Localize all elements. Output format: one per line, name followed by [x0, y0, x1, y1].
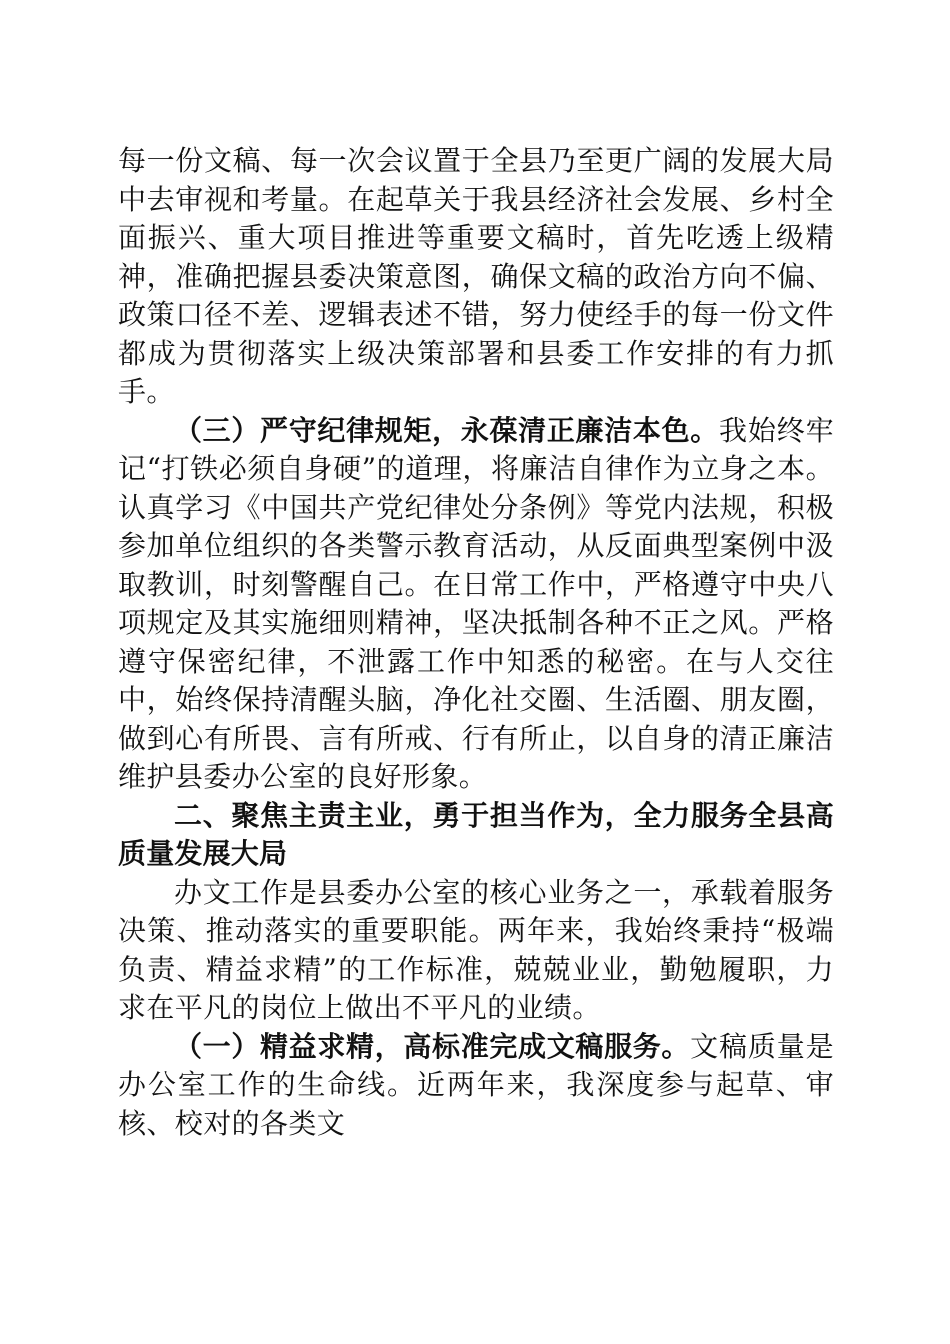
section-three-title: （三）严守纪律规矩，永葆清正廉洁本色。 [174, 413, 719, 447]
paragraph-section-three [118, 412, 834, 797]
section-one-body: 文稿质量是办公室工作的生命线。近两年来，我深度参与起草、审核、校对的各类文 [118, 1029, 834, 1140]
section-three-body: 我始终牢记“打铁必须自身硬”的道理，将廉洁自律作为立身之本。认真学习《中国共产党纪律处分条例》等党内法规，积极参加单位组织的各类警示教育活动，从反面典型案例中汲取教训，时刻警醒自己。在日常工作中，严格遵守中央八项规定及其实施细则精神，坚决抵制各种不正之风。严格遵守保密纪律，不泄露工作中知悉的秘密。在与人交往中，始终保持清醒头脑，净化社交圈、生活圈、朋友圈，做到心有所畏、言有所戒、行有所止，以自身的清正廉洁维护县委办公室的良好形象。 [118, 413, 834, 793]
paragraph-part-two-intro: 办文工作是县委办公室的核心业务之一，承载着服务决策、推动落实的重要职能。两年来，我始终秉持“极端负责、精益求精”的工作标准，兢兢业业，勤勉履职，力求在平凡的岗位上做出不平凡的业绩。 [118, 875, 834, 1024]
heading-part-two: 二、聚焦主责主业，勇于担当作为，全力服务全县高质量发展大局 [118, 798, 834, 870]
paragraph-continued: 每一份文稿、每一次会议置于全县乃至更广阔的发展大局中去审视和考量。在起草关于我县经济社会发展、乡村全面振兴、重大项目推进等重要文稿时，首先吃透上级精神，准确把握县委决策意图，确保文稿的政治方向不偏、政策口径不差、逻辑表述不错，努力使经手的每一份文件都成为贯彻落实上级决策部署和县委工作安排的有力抓手。 [118, 144, 834, 408]
paragraph-section-one [118, 1028, 834, 1144]
document-page [118, 142, 834, 1143]
section-one-title: （一）精益求精，高标准完成文稿服务。 [174, 1029, 691, 1063]
